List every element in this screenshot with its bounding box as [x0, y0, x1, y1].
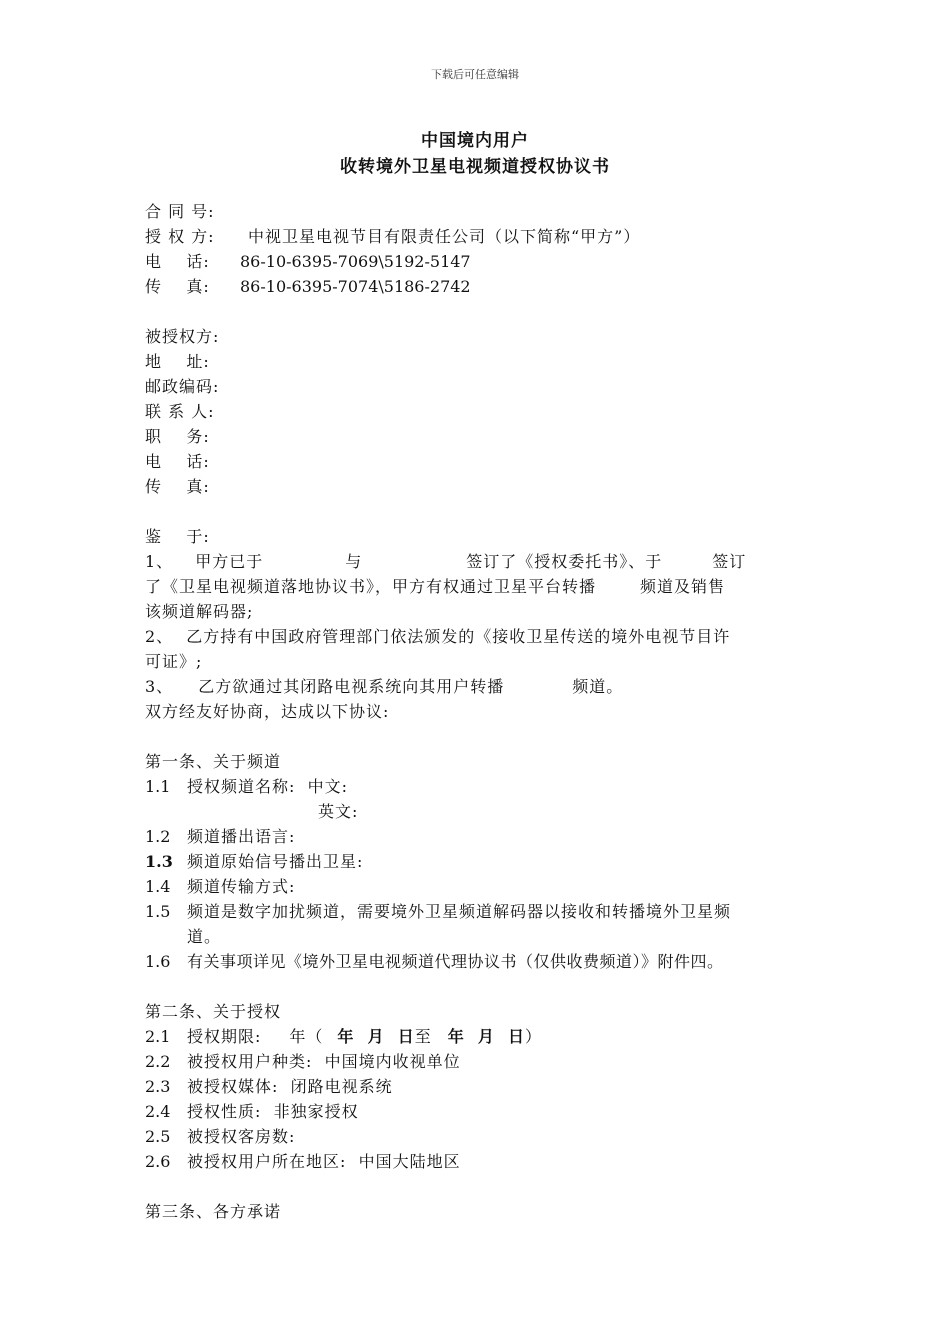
item-number: 1.4 — [145, 877, 171, 896]
recital-3-text-a: 乙方欲通过其闭路电视系统向其用户转播 — [198, 677, 505, 696]
item-text: 有关事项详见《境外卫星电视频道代理协议书（仅供收费频道）》附件四。 — [187, 952, 724, 971]
licensor-phone-value: 86-10-6395-7069\5192-5147 — [240, 252, 471, 271]
recital-1-line1 — [145, 549, 746, 574]
article-1-item — [145, 824, 295, 849]
item-number: 2.1 — [145, 1027, 171, 1046]
item-text: 道。 — [187, 927, 222, 946]
recital-1-line2-a: 了《卫星电视频道落地协议书》，甲方有权通过卫星平台转播 — [145, 577, 597, 596]
article-2-item — [145, 1124, 295, 1149]
item-number: 1.1 — [145, 777, 171, 796]
article-2-heading: 第二条、关于授权 — [145, 1002, 282, 1021]
item-text: 频道传输方式: — [187, 877, 296, 896]
licensor-fax-label: 传 真: — [145, 277, 210, 296]
item-text: 授权频道名称: 中文: — [187, 777, 348, 796]
article-1-item — [145, 899, 731, 924]
item-text: 被授权用户种类: 中国境内收视单位 — [187, 1052, 461, 1071]
licensor-label: 授 权 方: — [145, 227, 215, 246]
recital-2-text: 乙方持有中国政府管理部门依法颁发的《接收卫星传送的境外电视节目许 — [186, 627, 731, 646]
item-number: 2.3 — [145, 1077, 171, 1096]
agreement-statement: 双方经友好协商，达成以下协议: — [145, 702, 390, 721]
recital-1-line3: 该频道解码器; — [145, 602, 254, 621]
contract-number-row — [145, 199, 215, 224]
item-number: 2.4 — [145, 1102, 171, 1121]
recital-3-text-b: 频道。 — [572, 677, 624, 696]
item-text: 频道是数字加扰频道，需要境外卫星频道解码器以接收和转播境外卫星频 — [187, 902, 732, 921]
item-number: 1.5 — [145, 902, 171, 921]
article-2-item — [145, 1099, 359, 1124]
licensor-fax-row — [145, 274, 471, 299]
item-text: 授权性质: 非独家授权 — [187, 1102, 359, 1121]
article-3-heading: 第三条、各方承诺 — [145, 1202, 282, 1221]
recital-1-text-a: 甲方已于 — [195, 552, 264, 571]
licensee-postcode-label: 邮政编码: — [145, 377, 220, 396]
article-2-term-row — [145, 1024, 542, 1049]
recital-3-number: 3、 — [145, 677, 174, 696]
item-number: 2.5 — [145, 1127, 171, 1146]
recital-1-line2 — [145, 574, 725, 599]
article-2-item — [145, 1049, 461, 1074]
licensee-contact-label: 联 系 人: — [145, 402, 215, 421]
term-to-word: 至 — [414, 1027, 432, 1046]
licensor-fax-value: 86-10-6395-7074\5186-2742 — [240, 277, 471, 296]
article-1-heading: 第一条、关于频道 — [145, 752, 282, 771]
item-text: 频道原始信号播出卫星: — [187, 852, 364, 871]
article-1-item — [145, 874, 295, 899]
item-number: 2.6 — [145, 1152, 171, 1171]
recital-2-number: 2、 — [145, 627, 174, 646]
article-2-item — [145, 1149, 461, 1174]
licensee-title-label: 职 务: — [145, 427, 210, 446]
licensee-fax-label: 传 真: — [145, 477, 210, 496]
item-number: 2.2 — [145, 1052, 171, 1071]
item-text: 英文: — [318, 802, 359, 821]
contract-number-label: 合 同 号: — [145, 202, 215, 221]
recital-3-line — [145, 674, 623, 699]
licensee-label: 被授权方: — [145, 327, 220, 346]
term-from-date: 年 月 日 — [337, 1027, 415, 1046]
recital-2-line2: 可证》; — [145, 652, 203, 671]
recital-2-line1 — [145, 624, 730, 649]
recital-1-text-d: 签订 — [712, 552, 747, 571]
article-1-item — [145, 849, 363, 874]
item-number: 1.2 — [145, 827, 171, 846]
recital-1-text-c: 签订了《授权委托书》、于 — [466, 552, 663, 571]
term-year: 年（ — [289, 1027, 324, 1046]
licensor-row — [145, 224, 640, 249]
article-1-item — [145, 774, 348, 799]
licensor-phone-row — [145, 249, 471, 274]
item-number: 1.3 — [145, 852, 173, 871]
licensee-address-label: 地 址: — [145, 352, 210, 371]
term-close: ） — [525, 1027, 543, 1046]
recitals-heading: 鉴 于: — [145, 527, 210, 546]
licensor-value: 中视卫星电视节目有限责任公司（以下简称“甲方”） — [248, 227, 641, 246]
licensor-phone-label: 电 话: — [145, 252, 210, 271]
article-1-item — [145, 799, 358, 824]
header-note: 下载后可任意编辑 — [431, 68, 519, 81]
recital-1-line2-b: 频道及销售 — [640, 577, 726, 596]
document-title-line1: 中国境内用户 — [421, 131, 529, 151]
article-2-item — [145, 1074, 393, 1099]
term-label: 授权期限: — [187, 1027, 262, 1046]
term-to-date: 年 月 日 — [447, 1027, 526, 1046]
item-number: 1.6 — [145, 952, 171, 971]
item-text: 被授权客房数: — [187, 1127, 296, 1146]
recital-1-number: 1、 — [145, 552, 174, 571]
document-title-line2: 收转境外卫星电视频道授权协议书 — [340, 157, 610, 177]
item-text: 被授权媒体: 闭路电视系统 — [187, 1077, 393, 1096]
article-1-item — [145, 949, 724, 974]
item-text: 被授权用户所在地区: 中国大陆地区 — [187, 1152, 461, 1171]
article-1-item — [145, 924, 221, 949]
licensee-phone-label: 电 话: — [145, 452, 210, 471]
item-text: 频道播出语言: — [187, 827, 296, 846]
recital-1-text-b: 与 — [345, 552, 363, 571]
